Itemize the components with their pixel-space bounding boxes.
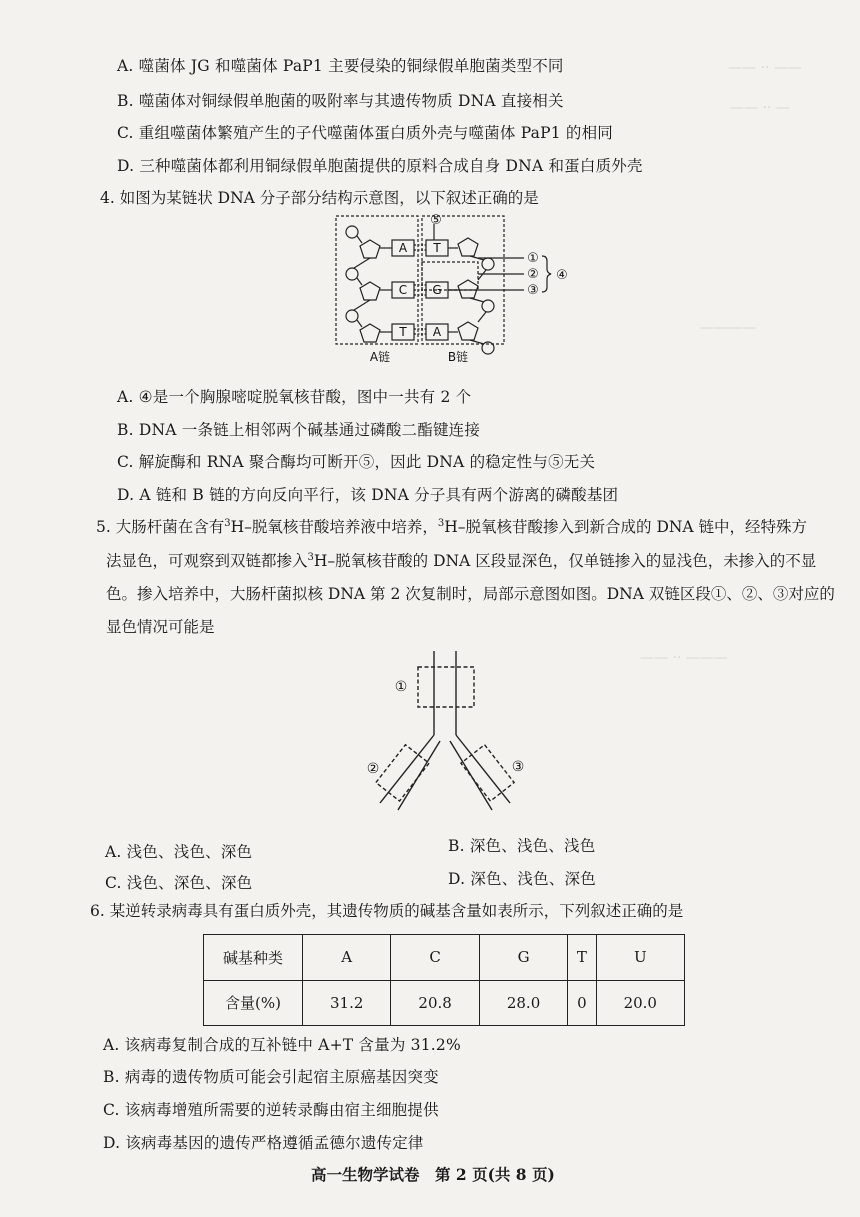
dna-structure-diagram xyxy=(330,212,580,364)
q5-stem-line-2: 法显色，可观察到双链都掺入$^3$H–脱氧核苷酸的 DNA 区段显深色，仅单链掺入的显浅色，未掺入的不显 xyxy=(106,551,817,570)
q6-option-a: A. 该病毒复制合成的互补链中 A+T 含量为 31.2% xyxy=(103,1036,461,1054)
table-cell: C xyxy=(391,935,479,981)
table-cell: 31.2 xyxy=(303,980,391,1026)
table-cell: U xyxy=(596,935,684,981)
segment-2-label: ② xyxy=(366,761,380,777)
base-content-table xyxy=(203,934,685,1026)
q6-option-b: B. 病毒的遗传物质可能会引起宿主原癌基因突变 xyxy=(103,1068,439,1086)
q5-stem-line-4: 显色情况可能是 xyxy=(106,618,215,636)
deoxyribose-icon xyxy=(360,282,380,300)
table-header-row xyxy=(204,935,685,981)
base-label: T xyxy=(433,241,441,255)
q6-option-d: D. 该病毒基因的遗传严格遵循孟德尔遗传定律 xyxy=(103,1134,424,1152)
q5-stem-line-1: 5. 大肠杆菌在含有$^3$H–脱氧核苷酸培养液中培养，$^3$H–脱氧核苷酸掺入到新合成的 DNA 链中，经特殊方 xyxy=(96,517,808,536)
segment-1-label: ① xyxy=(394,679,408,695)
q4-stem: 4. 如图为某链状 DNA 分子部分结构示意图，以下叙述正确的是 xyxy=(100,189,539,207)
table-cell: 碱基种类 xyxy=(204,935,303,981)
segment-3-label: ③ xyxy=(511,759,525,775)
base-label: A xyxy=(432,325,442,339)
deoxyribose-icon xyxy=(360,324,380,342)
deoxyribose-icon xyxy=(360,240,380,258)
q6-option-c: C. 该病毒增殖所需要的逆转录酶由宿主细胞提供 xyxy=(103,1101,439,1119)
bleed-through-mark: —— ·· —— xyxy=(728,60,802,76)
q4-option-c: C. 解旋酶和 RNA 聚合酶均可断开⑤，因此 DNA 的稳定性与⑤无关 xyxy=(117,453,596,471)
label-3: ③ xyxy=(527,283,539,298)
base-label: C xyxy=(398,283,408,297)
q4-option-d: D. A 链和 B 链的方向反向平行，该 DNA 分子具有两个游离的磷酸基团 xyxy=(117,486,619,504)
table-cell: G xyxy=(479,935,567,981)
chain-a-label: A链 xyxy=(369,350,391,364)
bleed-through-mark: ———— xyxy=(700,320,756,336)
q5-option-b: B. 深色、浅色、浅色 xyxy=(448,837,596,855)
q3-option-d: D. 三种噬菌体都利用铜绿假单胞菌提供的原料合成自身 DNA 和蛋白质外壳 xyxy=(117,157,643,175)
table-cell: 28.0 xyxy=(479,980,567,1026)
label-4: ④ xyxy=(556,268,568,283)
q5-stem-line-3: 色。掺入培养中，大肠杆菌拟核 DNA 第 2 次复制时，局部示意图如图。DNA 双链区段①、②、③对应的 xyxy=(106,585,835,603)
q6-stem: 6. 某逆转录病毒具有蛋白质外壳，其遗传物质的碱基含量如表所示，下列叙述正确的是 xyxy=(90,902,684,920)
phosphate-icon xyxy=(346,310,358,322)
q3-option-b: B. 噬菌体对铜绿假单胞菌的吸附率与其遗传物质 DNA 直接相关 xyxy=(117,92,564,110)
table-cell: 0 xyxy=(568,980,596,1026)
table-cell: 20.0 xyxy=(596,980,684,1026)
segment-3-box xyxy=(461,745,514,801)
q3-option-c: C. 重组噬菌体繁殖产生的子代噬菌体蛋白质外壳与噬菌体 PaP1 的相同 xyxy=(117,124,613,142)
q4-option-a: A. ④是一个胸腺嘧啶脱氧核苷酸，图中一共有 2 个 xyxy=(117,388,472,406)
brace-icon xyxy=(542,256,551,292)
q5-option-c: C. 浅色、深色、深色 xyxy=(105,874,253,892)
q5-option-a: A. 浅色、浅色、深色 xyxy=(105,843,253,861)
q3-option-a: A. 噬菌体 JG 和噬菌体 PaP1 主要侵染的铜绿假单胞菌类型不同 xyxy=(117,57,564,75)
replication-fork-diagram xyxy=(360,645,550,825)
base-label: G xyxy=(432,283,442,297)
label-2: ② xyxy=(527,267,539,282)
table-cell: 含量(%) xyxy=(204,980,303,1026)
bleed-through-mark: —— ·· ——— xyxy=(640,650,728,666)
table-row xyxy=(204,980,685,1026)
q5-option-d: D. 深色、浅色、深色 xyxy=(448,870,596,888)
base-label: T xyxy=(399,325,407,339)
deoxyribose-icon xyxy=(458,322,478,340)
q4-option-b: B. DNA 一条链上相邻两个碱基通过磷酸二酯键连接 xyxy=(117,421,481,439)
phosphate-icon xyxy=(346,226,358,238)
page-footer: 高一生物学试卷 第 2 页(共 8 页) xyxy=(311,1165,555,1184)
phosphate-icon xyxy=(346,268,358,280)
chain-b-label: B链 xyxy=(447,350,469,364)
base-label: A xyxy=(398,241,408,255)
deoxyribose-icon xyxy=(458,280,478,298)
table-cell: A xyxy=(303,935,391,981)
deoxyribose-icon xyxy=(458,238,478,256)
table-cell: 20.8 xyxy=(391,980,479,1026)
label-1: ① xyxy=(527,251,539,266)
nucleotide-4-box xyxy=(422,262,478,290)
label-5: ⑤ xyxy=(430,213,442,228)
table-cell: T xyxy=(568,935,596,981)
bleed-through-mark: —— ·· — xyxy=(730,100,790,116)
segment-1-box xyxy=(418,667,474,707)
